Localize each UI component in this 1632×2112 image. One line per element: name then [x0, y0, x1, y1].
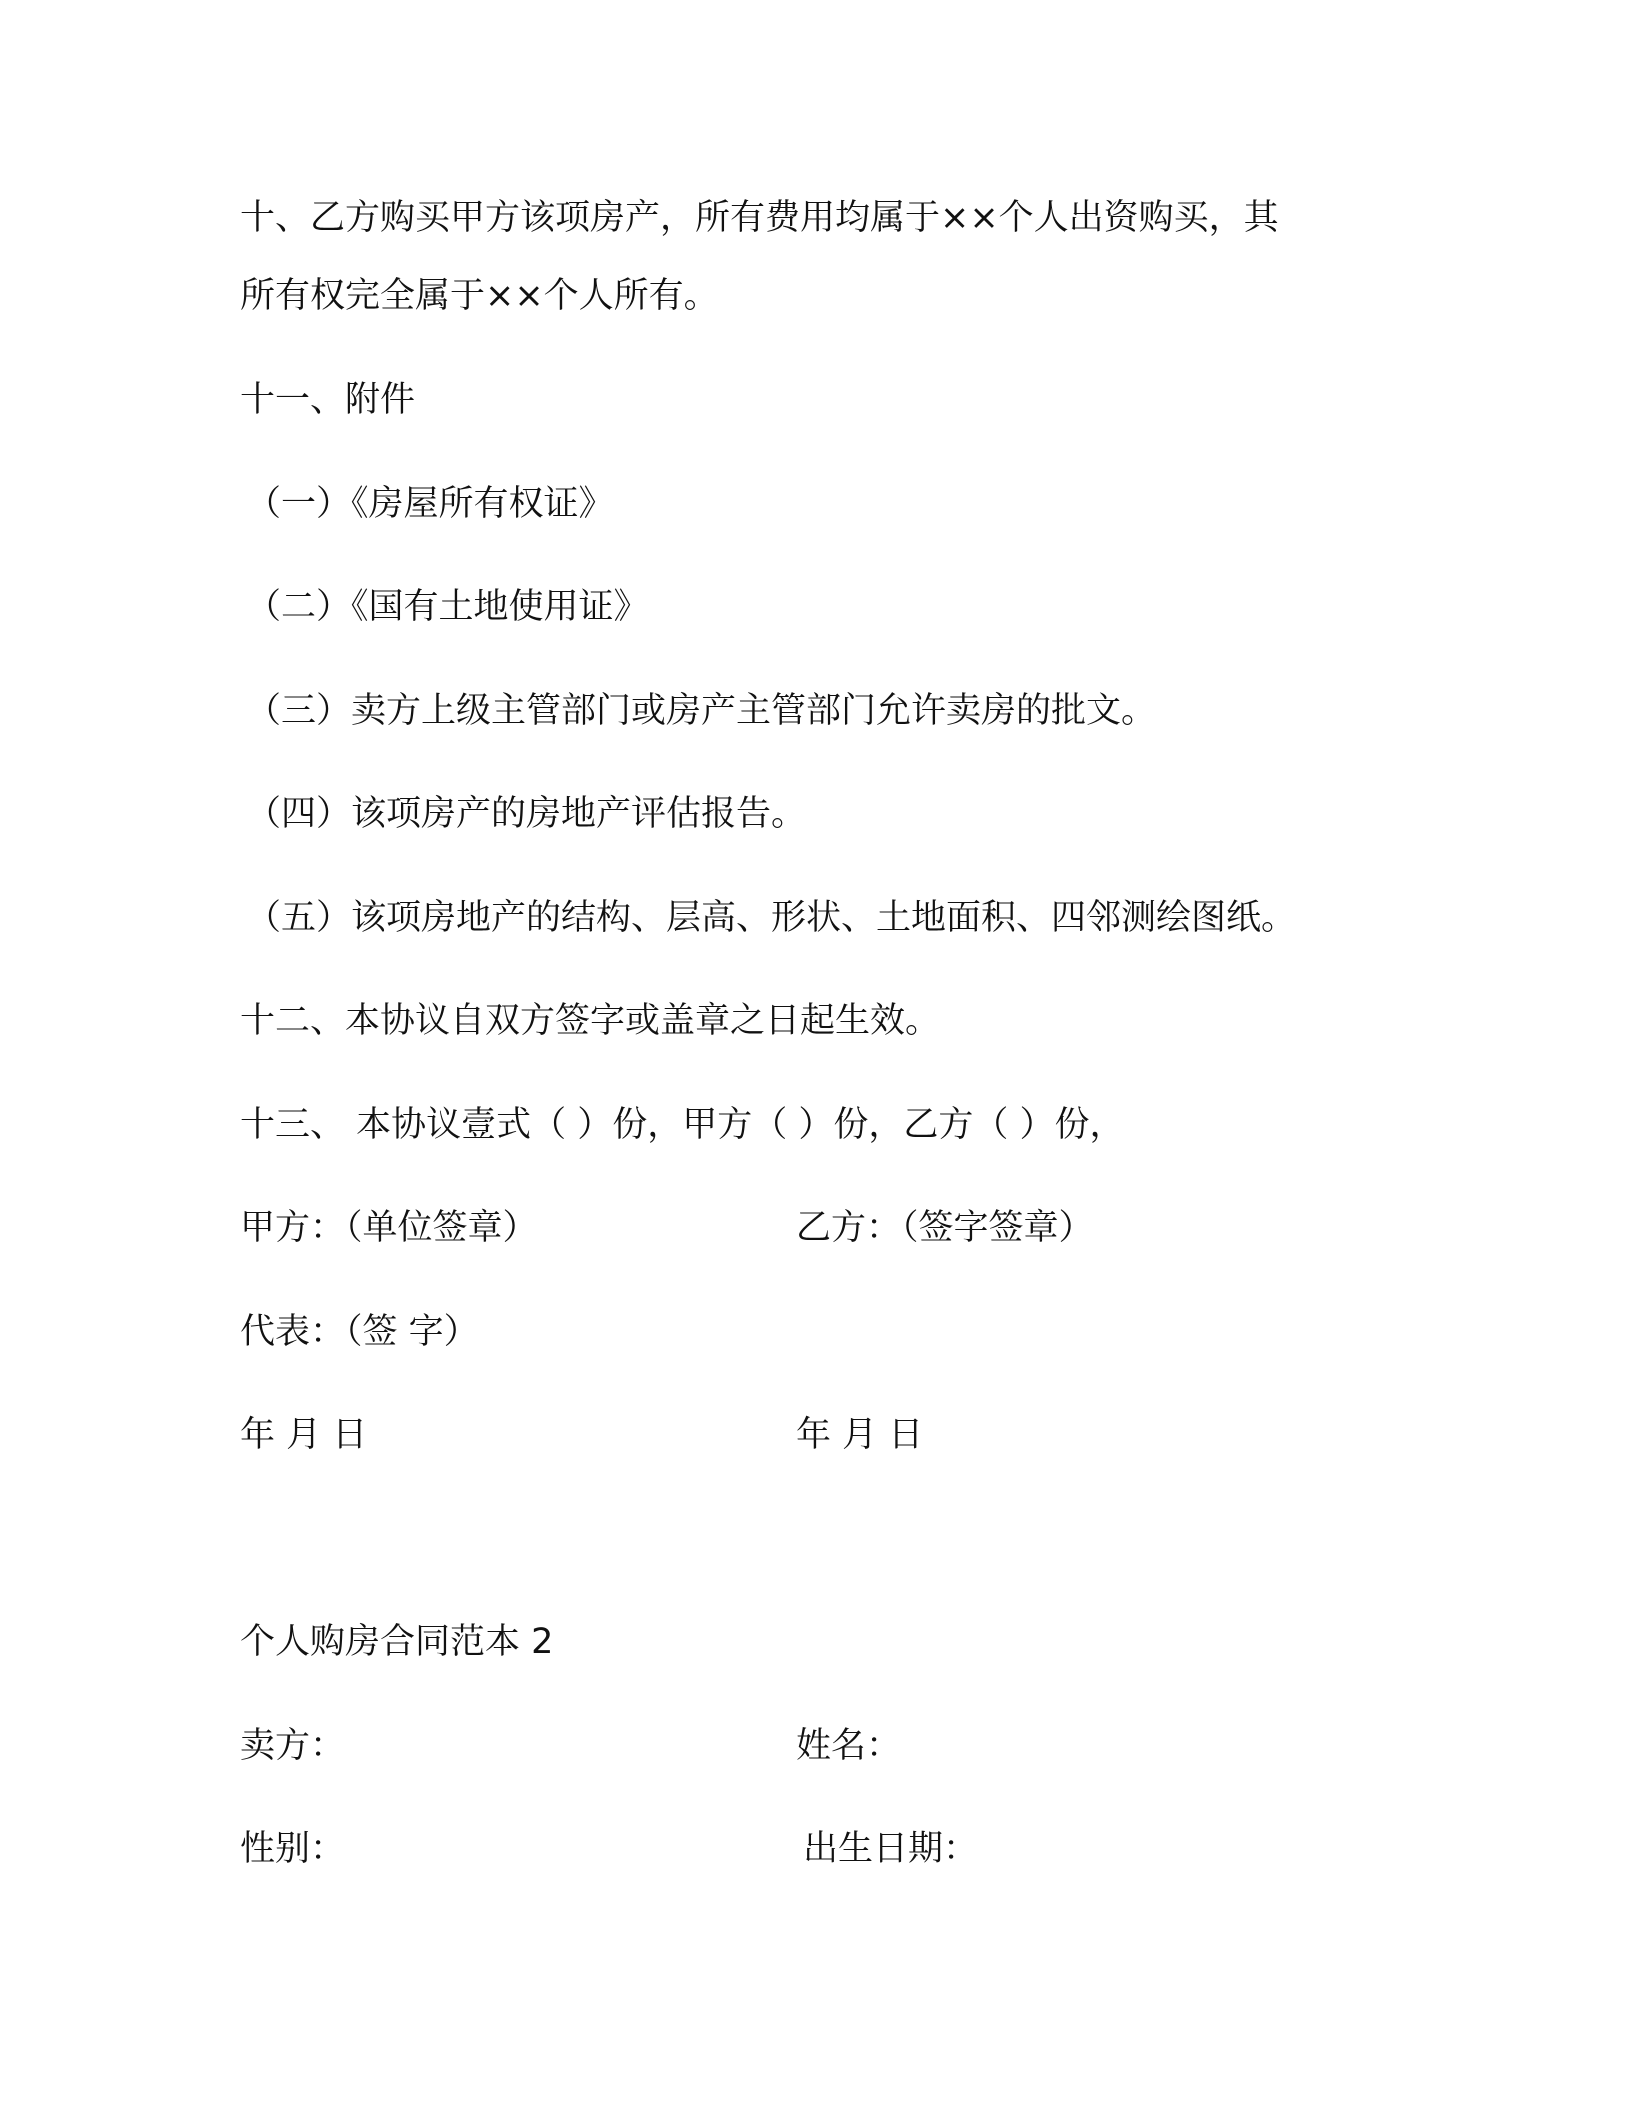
clause-13: 十三、 本协议壹式（ ）份，甲方（ ）份，乙方（ ）份， [240, 1105, 1125, 1145]
attachment-item: （二）《国有土地使用证》 [246, 587, 649, 627]
clause-10-line-2: 所有权完全属于××个人所有。 [240, 276, 719, 316]
clause-11-heading: 十一、附件 [240, 380, 416, 420]
birthdate-label: 出生日期： [803, 1829, 979, 1869]
party-b-signature: 乙方：（签字签章） [796, 1208, 1094, 1248]
seller-label: 卖方： [240, 1726, 346, 1766]
template-2-title: 个人购房合同范本 2 [240, 1622, 554, 1662]
attachment-item: （三）卖方上级主管部门或房产主管部门允许卖房的批文。 [246, 691, 1157, 731]
gender-label: 性别： [240, 1829, 346, 1869]
attachment-item: （五）该项房地产的结构、层高、形状、土地面积、四邻测绘图纸。 [246, 898, 1297, 938]
attachment-item: （一）《房屋所有权证》 [246, 484, 614, 524]
party-b-date: 年 月 日 [796, 1415, 924, 1455]
party-a-date: 年 月 日 [240, 1415, 368, 1455]
clause-10-line-1: 十、乙方购买甲方该项房产，所有费用均属于××个人出资购买，其 [240, 198, 1279, 238]
name-label: 姓名： [796, 1726, 902, 1766]
clause-12: 十二、本协议自双方签字或盖章之日起生效。 [240, 1001, 941, 1041]
attachment-item: （四）该项房产的房地产评估报告。 [246, 794, 807, 834]
representative-signature: 代表：（签 字） [240, 1312, 479, 1352]
party-a-signature: 甲方：（单位签章） [240, 1208, 538, 1248]
